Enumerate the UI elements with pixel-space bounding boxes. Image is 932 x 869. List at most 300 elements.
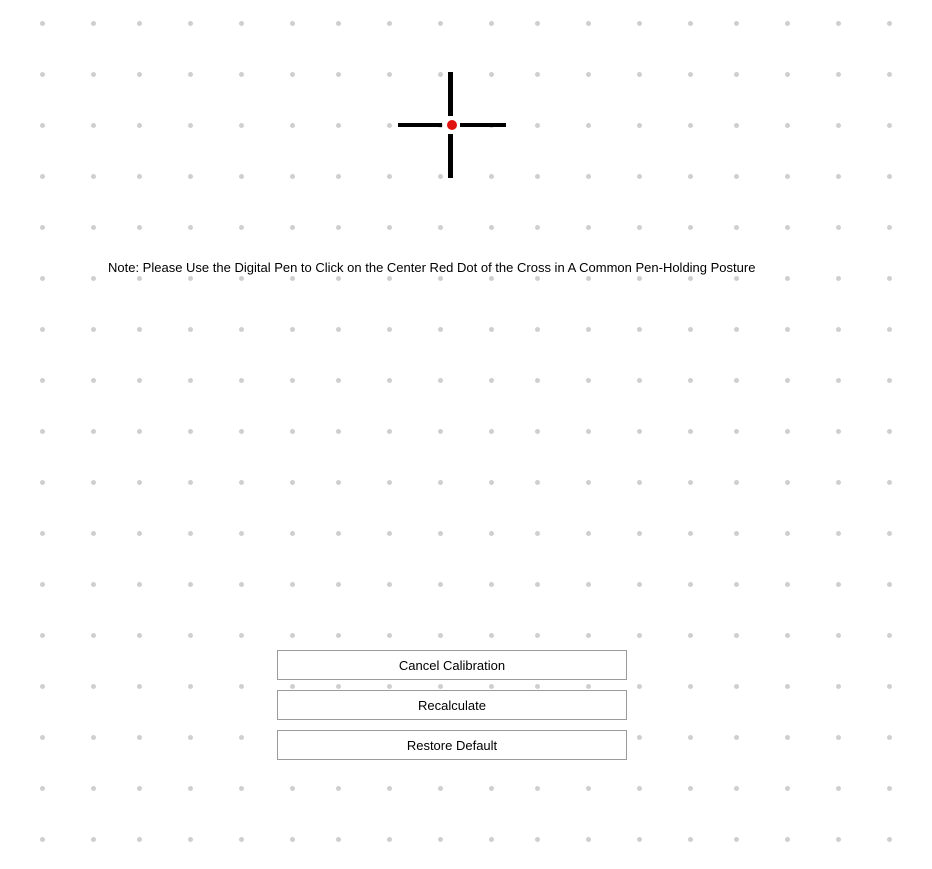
grid-dot — [137, 174, 142, 179]
grid-dot — [137, 837, 142, 842]
grid-dot — [290, 582, 295, 587]
grid-dot — [188, 735, 193, 740]
grid-dot — [586, 174, 591, 179]
grid-dot — [836, 735, 841, 740]
calibration-target-dot[interactable] — [447, 120, 457, 130]
grid-dot — [188, 684, 193, 689]
grid-dot — [387, 327, 392, 332]
grid-dot — [40, 582, 45, 587]
grid-dot — [290, 633, 295, 638]
grid-dot — [290, 21, 295, 26]
grid-dot — [91, 735, 96, 740]
grid-dot — [836, 123, 841, 128]
grid-dot — [290, 837, 295, 842]
grid-dot — [688, 429, 693, 434]
grid-dot — [785, 735, 790, 740]
grid-dot — [40, 327, 45, 332]
grid-dot — [336, 582, 341, 587]
grid-dot — [91, 786, 96, 791]
grid-dot — [887, 837, 892, 842]
grid-dot — [40, 123, 45, 128]
grid-dot — [239, 123, 244, 128]
grid-dot — [688, 786, 693, 791]
grid-dot — [785, 276, 790, 281]
grid-dot — [40, 276, 45, 281]
grid-dot — [489, 582, 494, 587]
grid-dot — [489, 21, 494, 26]
grid-dot — [785, 531, 790, 536]
grid-dot — [688, 72, 693, 77]
grid-dot — [887, 276, 892, 281]
grid-dot — [836, 531, 841, 536]
grid-dot — [688, 327, 693, 332]
grid-dot — [40, 837, 45, 842]
grid-dot — [887, 684, 892, 689]
grid-dot — [40, 72, 45, 77]
grid-dot — [188, 480, 193, 485]
grid-dot — [785, 429, 790, 434]
grid-dot — [688, 378, 693, 383]
grid-dot — [637, 735, 642, 740]
grid-dot — [688, 633, 693, 638]
grid-dot — [387, 837, 392, 842]
recalculate-button[interactable]: Recalculate — [277, 690, 627, 720]
grid-dot — [586, 276, 591, 281]
grid-dot — [688, 531, 693, 536]
grid-dot — [836, 174, 841, 179]
grid-dot — [887, 582, 892, 587]
grid-dot — [836, 327, 841, 332]
grid-dot — [387, 225, 392, 230]
grid-dot — [336, 480, 341, 485]
grid-dot — [91, 123, 96, 128]
grid-dot — [734, 276, 739, 281]
grid-dot — [489, 225, 494, 230]
grid-dot — [40, 378, 45, 383]
calibration-crosshair[interactable] — [398, 72, 506, 178]
grid-dot — [734, 429, 739, 434]
grid-dot — [688, 21, 693, 26]
grid-dot — [489, 378, 494, 383]
grid-dot — [239, 735, 244, 740]
grid-dot — [586, 378, 591, 383]
grid-dot — [91, 480, 96, 485]
grid-dot — [438, 225, 443, 230]
grid-dot — [137, 429, 142, 434]
grid-dot — [887, 633, 892, 638]
grid-dot — [40, 531, 45, 536]
grid-dot — [188, 21, 193, 26]
grid-dot — [887, 225, 892, 230]
grid-dot — [734, 225, 739, 230]
grid-dot — [387, 378, 392, 383]
grid-dot — [586, 837, 591, 842]
grid-dot — [387, 633, 392, 638]
grid-dot — [137, 684, 142, 689]
grid-dot — [836, 480, 841, 485]
grid-dot — [637, 684, 642, 689]
grid-dot — [387, 174, 392, 179]
grid-dot — [137, 72, 142, 77]
grid-dot — [137, 735, 142, 740]
grid-dot — [785, 72, 790, 77]
grid-dot — [836, 276, 841, 281]
grid-dot — [239, 582, 244, 587]
grid-dot — [586, 225, 591, 230]
grid-dot — [387, 582, 392, 587]
grid-dot — [239, 531, 244, 536]
grid-dot — [734, 21, 739, 26]
grid-dot — [336, 531, 341, 536]
grid-dot — [637, 633, 642, 638]
grid-dot — [785, 633, 790, 638]
grid-dot — [91, 684, 96, 689]
grid-dot — [40, 174, 45, 179]
grid-dot — [785, 174, 790, 179]
grid-dot — [586, 429, 591, 434]
grid-dot — [785, 837, 790, 842]
grid-dot — [535, 276, 540, 281]
grid-dot — [637, 174, 642, 179]
grid-dot — [489, 531, 494, 536]
grid-dot — [40, 633, 45, 638]
grid-dot — [290, 378, 295, 383]
grid-dot — [239, 21, 244, 26]
grid-dot — [40, 429, 45, 434]
grid-dot — [188, 225, 193, 230]
grid-dot — [489, 480, 494, 485]
crosshair-top-line — [448, 72, 453, 116]
grid-dot — [290, 276, 295, 281]
grid-dot — [586, 480, 591, 485]
grid-dot — [836, 21, 841, 26]
grid-dot — [239, 327, 244, 332]
grid-dot — [836, 786, 841, 791]
grid-dot — [734, 684, 739, 689]
grid-dot — [336, 72, 341, 77]
grid-dot — [688, 735, 693, 740]
grid-dot — [535, 633, 540, 638]
grid-dot — [785, 225, 790, 230]
grid-dot — [586, 531, 591, 536]
grid-dot — [438, 21, 443, 26]
grid-dot — [336, 837, 341, 842]
grid-dot — [336, 429, 341, 434]
grid-dot — [734, 735, 739, 740]
grid-dot — [91, 225, 96, 230]
grid-dot — [785, 21, 790, 26]
grid-dot — [637, 72, 642, 77]
grid-dot — [887, 786, 892, 791]
grid-dot — [438, 786, 443, 791]
grid-dot — [387, 684, 392, 689]
grid-dot — [91, 276, 96, 281]
grid-dot — [438, 837, 443, 842]
grid-dot — [637, 378, 642, 383]
grid-dot — [489, 786, 494, 791]
grid-dot — [637, 21, 642, 26]
grid-dot — [637, 225, 642, 230]
grid-dot — [734, 837, 739, 842]
grid-dot — [137, 378, 142, 383]
grid-dot — [637, 123, 642, 128]
grid-dot — [836, 378, 841, 383]
grid-dot — [290, 786, 295, 791]
grid-dot — [637, 531, 642, 536]
grid-dot — [688, 582, 693, 587]
grid-dot — [239, 837, 244, 842]
grid-dot — [637, 786, 642, 791]
grid-dot — [188, 72, 193, 77]
grid-dot — [137, 21, 142, 26]
grid-dot — [734, 72, 739, 77]
grid-dot — [387, 429, 392, 434]
grid-dot — [137, 531, 142, 536]
grid-dot — [438, 582, 443, 587]
grid-dot — [586, 786, 591, 791]
grid-dot — [188, 582, 193, 587]
grid-dot — [188, 123, 193, 128]
grid-dot — [336, 786, 341, 791]
grid-dot — [438, 327, 443, 332]
grid-dot — [535, 531, 540, 536]
grid-dot — [785, 582, 790, 587]
grid-dot — [535, 327, 540, 332]
grid-dot — [785, 327, 790, 332]
grid-dot — [535, 582, 540, 587]
grid-dot — [137, 276, 142, 281]
grid-dot — [91, 633, 96, 638]
grid-dot — [734, 378, 739, 383]
grid-dot — [336, 21, 341, 26]
grid-dot — [535, 378, 540, 383]
grid-dot — [887, 327, 892, 332]
grid-dot — [239, 480, 244, 485]
grid-dot — [887, 531, 892, 536]
grid-dot — [40, 480, 45, 485]
grid-dot — [387, 480, 392, 485]
grid-dot — [586, 684, 591, 689]
grid-dot — [91, 531, 96, 536]
grid-dot — [535, 72, 540, 77]
grid-dot — [137, 480, 142, 485]
grid-dot — [887, 429, 892, 434]
grid-dot — [535, 123, 540, 128]
grid-dot — [535, 21, 540, 26]
grid-dot — [438, 531, 443, 536]
grid-dot — [188, 633, 193, 638]
grid-dot — [40, 225, 45, 230]
grid-dot — [137, 123, 142, 128]
grid-dot — [688, 174, 693, 179]
grid-dot — [91, 378, 96, 383]
grid-dot — [290, 429, 295, 434]
grid-dot — [438, 378, 443, 383]
grid-dot — [188, 786, 193, 791]
grid-dot — [137, 786, 142, 791]
grid-dot — [336, 684, 341, 689]
grid-dot — [188, 327, 193, 332]
grid-dot — [836, 582, 841, 587]
grid-dot — [637, 837, 642, 842]
grid-dot — [688, 684, 693, 689]
grid-dot — [836, 429, 841, 434]
grid-dot — [40, 735, 45, 740]
grid-dot — [887, 378, 892, 383]
grid-dot — [887, 480, 892, 485]
grid-dot — [586, 123, 591, 128]
grid-dot — [91, 72, 96, 77]
grid-dot — [637, 276, 642, 281]
grid-dot — [290, 123, 295, 128]
grid-dot — [438, 633, 443, 638]
grid-dot — [734, 480, 739, 485]
grid-dot — [785, 123, 790, 128]
grid-dot — [387, 72, 392, 77]
grid-dot — [40, 21, 45, 26]
grid-dot — [836, 837, 841, 842]
grid-dot — [336, 276, 341, 281]
grid-dot — [239, 684, 244, 689]
grid-dot — [336, 327, 341, 332]
grid-dot — [489, 633, 494, 638]
crosshair-left-line — [398, 123, 442, 127]
grid-dot — [637, 582, 642, 587]
grid-dot — [586, 633, 591, 638]
grid-dot — [734, 531, 739, 536]
grid-dot — [688, 123, 693, 128]
grid-dot — [586, 21, 591, 26]
grid-dot — [734, 123, 739, 128]
grid-dot — [387, 276, 392, 281]
grid-dot — [290, 684, 295, 689]
grid-dot — [489, 837, 494, 842]
grid-dot — [137, 582, 142, 587]
grid-dot — [637, 327, 642, 332]
grid-dot — [887, 735, 892, 740]
grid-dot — [91, 837, 96, 842]
grid-dot — [188, 276, 193, 281]
grid-dot — [336, 633, 341, 638]
grid-dot — [438, 480, 443, 485]
crosshair-right-line — [460, 123, 506, 127]
grid-dot — [637, 480, 642, 485]
grid-dot — [586, 72, 591, 77]
calibration-instruction: Note: Please Use the Digital Pen to Click on the Center Red Dot of the Cross in A Common Pen-Holding Posture — [108, 260, 756, 275]
crosshair-bottom-line — [448, 134, 453, 178]
grid-dot — [688, 276, 693, 281]
grid-dot — [91, 429, 96, 434]
grid-dot — [336, 225, 341, 230]
grid-dot — [836, 684, 841, 689]
grid-dot — [290, 225, 295, 230]
grid-dot — [188, 429, 193, 434]
grid-dot — [535, 837, 540, 842]
grid-dot — [535, 174, 540, 179]
grid-dot — [887, 21, 892, 26]
grid-dot — [387, 786, 392, 791]
grid-dot — [586, 327, 591, 332]
restore-default-button[interactable]: Restore Default — [277, 730, 627, 760]
grid-dot — [290, 531, 295, 536]
grid-dot — [734, 327, 739, 332]
grid-dot — [290, 480, 295, 485]
grid-dot — [734, 582, 739, 587]
grid-dot — [336, 123, 341, 128]
grid-dot — [188, 837, 193, 842]
grid-dot — [734, 633, 739, 638]
grid-dot — [688, 225, 693, 230]
grid-dot — [785, 378, 790, 383]
grid-dot — [836, 225, 841, 230]
grid-dot — [137, 633, 142, 638]
grid-dot — [336, 378, 341, 383]
grid-dot — [489, 276, 494, 281]
grid-dot — [438, 276, 443, 281]
grid-dot — [239, 276, 244, 281]
grid-dot — [836, 633, 841, 638]
grid-dot — [489, 429, 494, 434]
grid-dot — [40, 684, 45, 689]
cancel-calibration-button[interactable]: Cancel Calibration — [277, 650, 627, 680]
grid-dot — [785, 786, 790, 791]
grid-dot — [336, 174, 341, 179]
grid-dot — [290, 72, 295, 77]
grid-dot — [887, 174, 892, 179]
grid-dot — [387, 531, 392, 536]
grid-dot — [239, 378, 244, 383]
grid-dot — [91, 582, 96, 587]
grid-dot — [239, 786, 244, 791]
grid-dot — [239, 72, 244, 77]
grid-dot — [137, 327, 142, 332]
grid-dot — [489, 684, 494, 689]
grid-dot — [489, 327, 494, 332]
grid-dot — [188, 174, 193, 179]
grid-dot — [91, 174, 96, 179]
grid-dot — [688, 837, 693, 842]
grid-dot — [887, 123, 892, 128]
grid-dot — [91, 21, 96, 26]
grid-dot — [438, 429, 443, 434]
grid-dot — [188, 531, 193, 536]
grid-dot — [688, 480, 693, 485]
grid-dot — [239, 633, 244, 638]
grid-dot — [586, 582, 591, 587]
grid-dot — [387, 123, 392, 128]
grid-dot — [535, 684, 540, 689]
grid-dot — [137, 225, 142, 230]
grid-dot — [387, 21, 392, 26]
grid-dot — [535, 480, 540, 485]
grid-dot — [239, 174, 244, 179]
grid-dot — [734, 786, 739, 791]
grid-dot — [239, 225, 244, 230]
grid-dot — [836, 72, 841, 77]
grid-dot — [734, 174, 739, 179]
grid-dot — [40, 786, 45, 791]
grid-dot — [239, 429, 244, 434]
grid-dot — [290, 174, 295, 179]
grid-dot — [785, 684, 790, 689]
grid-dot — [188, 378, 193, 383]
grid-dot — [91, 327, 96, 332]
grid-dot — [887, 72, 892, 77]
grid-dot — [637, 429, 642, 434]
grid-dot — [290, 327, 295, 332]
grid-dot — [535, 786, 540, 791]
grid-dot — [785, 480, 790, 485]
